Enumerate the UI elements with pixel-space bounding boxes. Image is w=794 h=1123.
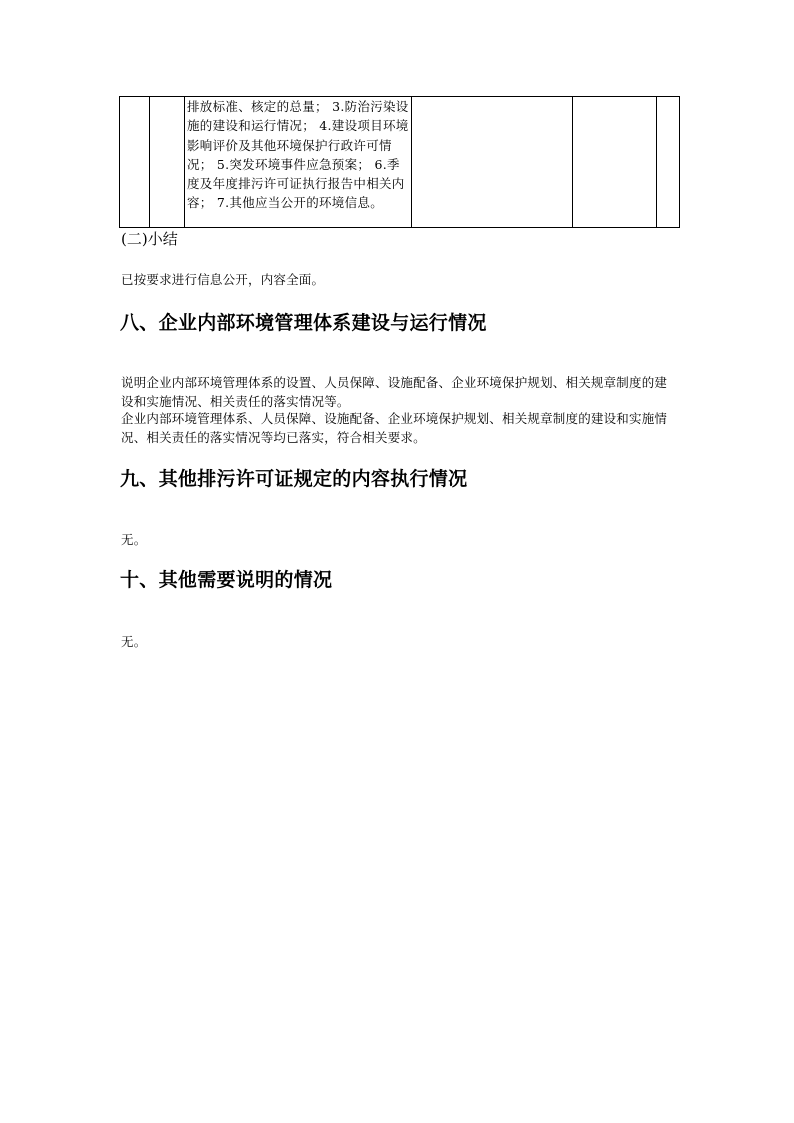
table-cell: [657, 97, 680, 228]
table-cell: [412, 97, 573, 228]
table-row: [120, 97, 680, 228]
info-disclosure-table: [119, 96, 680, 228]
section-8-body: 企业内部环境管理体系、人员保障、设施配备、企业环境保护规划、相关规章制度的建设和实施情况、相关责任的落实情况等均已落实，符合相关要求。: [121, 411, 668, 445]
table-cell: [120, 97, 150, 228]
section-9-body: 无。: [121, 532, 147, 547]
table-cell-disclosure-content: [185, 97, 412, 228]
table-cell: [573, 97, 657, 228]
section-heading-8: 八、企业内部环境管理体系建设与运行情况: [120, 312, 487, 334]
subsection-heading-summary: (二)小结: [121, 230, 178, 248]
section-10-body: 无。: [121, 634, 147, 649]
summary-text: 已按要求进行信息公开，内容全面。: [121, 272, 325, 287]
section-8-intro: 说明企业内部环境管理体系的设置、人员保障、设施配备、企业环境保护规划、相关规章制度的建设和实施情况、相关责任的落实情况等。: [121, 375, 668, 409]
table-cell: [150, 97, 185, 228]
section-heading-10: 十、其他需要说明的情况: [120, 569, 333, 591]
disclosure-content-text: 排放标准、核定的总量； 3.防治污染设施的建设和运行情况； 4.建设项目环境影响评价及其他环境保护行政许可情况； 5.突发环境事件应急预案； 6.季度及年度排污许可证执行报告中相关内容； 7.其他应当公开的环境信息。: [187, 99, 409, 211]
section-heading-9: 九、其他排污许可证规定的内容执行情况: [120, 468, 468, 490]
